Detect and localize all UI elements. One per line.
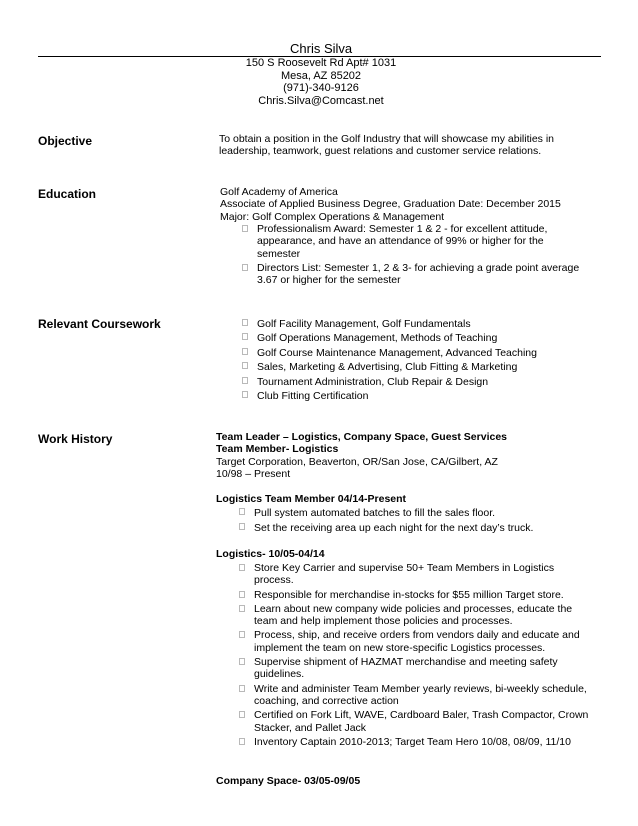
checkbox-icon xyxy=(242,319,248,326)
list-item: Responsible for merchandise in-stocks for $55 million Target store. xyxy=(236,589,588,601)
job-title: Team Leader – Logistics, Company Space, Guest Services xyxy=(216,431,508,443)
list-item: Tournament Administration, Club Repair & Design xyxy=(239,375,537,389)
address-line-2: Mesa, AZ 85202 xyxy=(280,69,362,82)
role2-bullets xyxy=(236,562,588,748)
list-item: Store Key Carrier and supervise 50+ Team Members in Logistics process. xyxy=(236,562,588,587)
checkbox-icon xyxy=(242,225,248,232)
list-item: Write and administer Team Member yearly reviews, bi-weekly schedule, coaching, and corrective action xyxy=(236,683,588,708)
checkbox-icon xyxy=(242,377,248,384)
school-name: Golf Academy of America xyxy=(220,186,338,198)
education-heading: Education xyxy=(38,187,97,201)
checkbox-icon xyxy=(239,658,245,665)
contact-block xyxy=(196,57,446,107)
checkbox-icon xyxy=(239,738,245,745)
role-title: Company Space- 03/05-09/05 xyxy=(216,775,361,787)
checkbox-icon xyxy=(239,685,245,692)
candidate-name: Chris Silva xyxy=(290,41,353,56)
checkbox-icon xyxy=(239,591,245,598)
objective-heading: Objective xyxy=(38,134,93,148)
role1-bullets xyxy=(236,506,533,535)
objective-line: To obtain a position in the Golf Industry that will showcase my abilities in xyxy=(219,133,555,145)
list-item: Learn about new company wide policies and processes, educate the team and help implement those policies and processes. xyxy=(236,603,588,628)
checkbox-icon xyxy=(239,508,245,515)
email: Chris.Silva@Comcast.net xyxy=(258,94,384,107)
list-item: Sales, Marketing & Advertising, Club Fitting & Marketing xyxy=(239,360,537,374)
checkbox-icon xyxy=(239,631,245,638)
list-item: Certified on Fork Lift, WAVE, Cardboard Baler, Trash Compactor, Crown Stacker, and Pallet Jack xyxy=(236,709,588,734)
work-history-heading: Work History xyxy=(38,432,113,446)
employment-dates: 10/98 – Present xyxy=(216,467,291,480)
major-line: Major: Golf Complex Operations & Management xyxy=(220,210,445,223)
objective-line: leadership, teamwork, guest relations and customer service relations. xyxy=(219,145,542,158)
checkbox-icon xyxy=(242,333,248,340)
list-item: Professionalism Award: Semester 1 & 2 - for excellent attitude, appearance, and have an attendance of 99% or higher for the semester xyxy=(239,223,579,260)
work-header xyxy=(216,431,507,480)
address-line-1: 150 S Roosevelt Rd Apt# 1031 xyxy=(245,57,397,69)
education-bullets xyxy=(239,223,579,286)
job-title: Team Member- Logistics xyxy=(216,443,339,456)
coursework-bullets xyxy=(239,317,537,403)
list-item: Process, ship, and receive orders from vendors daily and educate and implement the team on new store-specific Logistics processes. xyxy=(236,629,588,654)
list-item: Pull system automated batches to fill the sales floor. xyxy=(236,506,533,521)
checkbox-icon xyxy=(242,264,248,271)
degree-line: Associate of Applied Business Degree, Graduation Date: December 2015 xyxy=(220,198,561,211)
role-title: Logistics- 10/05-04/14 xyxy=(216,548,325,560)
list-item: Golf Course Maintenance Management, Advanced Teaching xyxy=(239,346,537,360)
list-item: Directors List: Semester 1, 2 & 3- for achieving a grade point average 3.67 or higher for the semester xyxy=(239,262,579,287)
employer-line: Target Corporation, Beaverton, OR/San Jose, CA/Gilbert, AZ xyxy=(216,455,498,468)
objective-text xyxy=(219,133,554,158)
checkbox-icon xyxy=(239,711,245,718)
education-text xyxy=(220,186,561,223)
role-title: Logistics Team Member 04/14-Present xyxy=(216,493,407,505)
phone: (971)-340-9126 xyxy=(283,82,359,94)
list-item: Inventory Captain 2010-2013; Target Team Hero 10/08, 08/09, 11/10 xyxy=(236,736,588,748)
checkbox-icon xyxy=(242,362,248,369)
list-item: Golf Operations Management, Methods of Teaching xyxy=(239,331,537,345)
checkbox-icon xyxy=(239,523,245,530)
coursework-heading: Relevant Coursework xyxy=(38,317,161,331)
checkbox-icon xyxy=(239,605,245,612)
checkbox-icon xyxy=(242,348,248,355)
checkbox-icon xyxy=(239,564,245,571)
list-item: Club Fitting Certification xyxy=(239,389,537,403)
checkbox-icon xyxy=(242,391,248,398)
list-item: Supervise shipment of HAZMAT merchandise and meeting safety guidelines. xyxy=(236,656,588,681)
list-item: Golf Facility Management, Golf Fundamentals xyxy=(239,317,537,331)
list-item: Set the receiving area up each night for the next day’s truck. xyxy=(236,521,533,536)
